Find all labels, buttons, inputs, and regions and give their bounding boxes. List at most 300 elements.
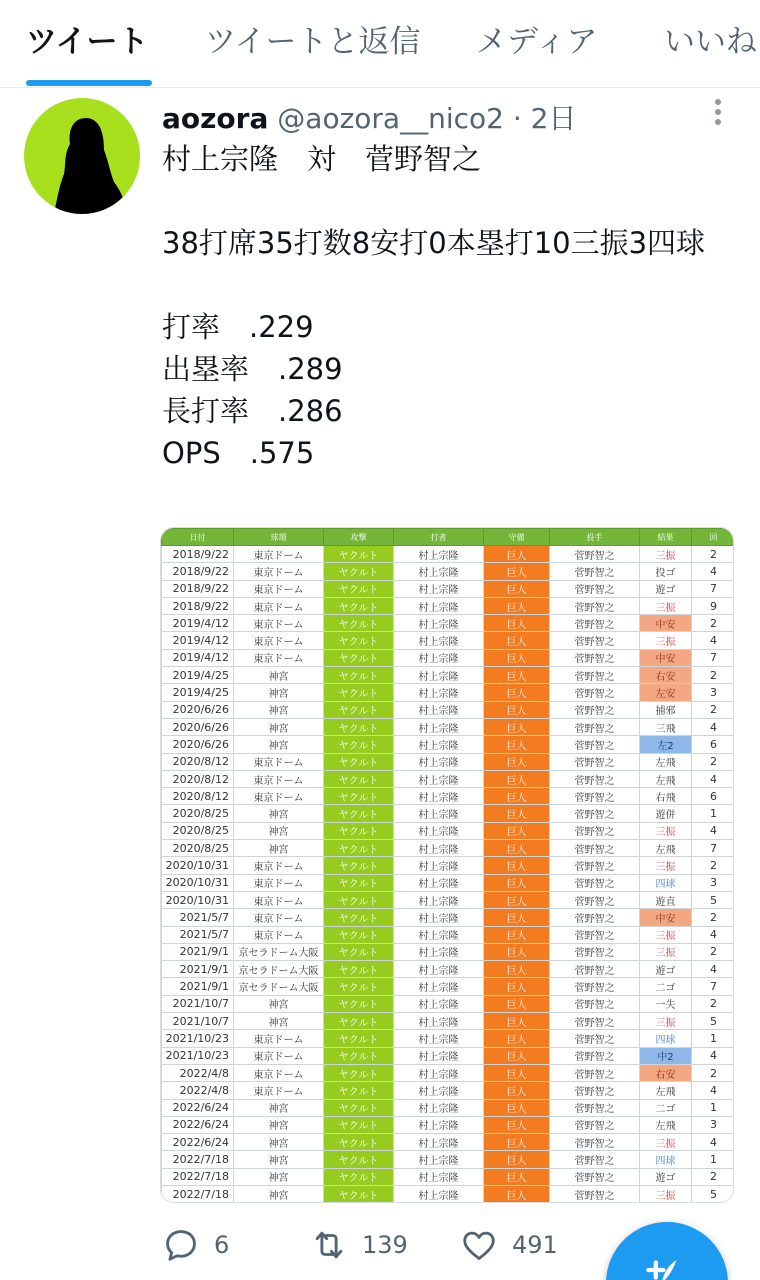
table-cell: 東京ドーム — [234, 788, 324, 805]
table-cell: 巨人 — [484, 546, 550, 563]
table-cell: 神宮 — [234, 822, 324, 839]
table-cell: 村上宗隆 — [394, 718, 484, 735]
table-cell: 2019/4/12 — [162, 649, 234, 666]
table-body — [162, 546, 735, 1203]
table-cell: 菅野智之 — [550, 597, 640, 614]
table-cell: 神宮 — [234, 995, 324, 1012]
table-cell: 村上宗隆 — [394, 788, 484, 805]
table-cell: 村上宗隆 — [394, 546, 484, 563]
table-cell: 遊直 — [640, 891, 692, 908]
tweet-media-image[interactable] — [160, 527, 734, 1203]
table-cell: 右飛 — [640, 788, 692, 805]
table-cell: ヤクルト — [324, 667, 394, 684]
table-cell: 巨人 — [484, 840, 550, 857]
table-cell: 巨人 — [484, 615, 550, 632]
table-cell: 神宮 — [234, 718, 324, 735]
table-cell: 菅野智之 — [550, 1151, 640, 1168]
table-cell: 巨人 — [484, 770, 550, 787]
table-cell: 村上宗隆 — [394, 1185, 484, 1202]
table-cell: 村上宗隆 — [394, 753, 484, 770]
table-cell: 三振 — [640, 1185, 692, 1202]
table-cell: 2022/7/18 — [162, 1151, 234, 1168]
table-cell: 二ゴ — [640, 978, 692, 995]
table-cell: 巨人 — [484, 909, 550, 926]
table-cell: ヤクルト — [324, 978, 394, 995]
table-cell: ヤクルト — [324, 857, 394, 874]
table-row — [162, 701, 735, 718]
table-cell: ヤクルト — [324, 649, 394, 666]
table-cell: 2018/9/22 — [162, 546, 234, 563]
silhouette-image — [24, 98, 140, 214]
reply-button[interactable] — [162, 1222, 229, 1268]
table-cell: 村上宗隆 — [394, 874, 484, 891]
table-cell: 四球 — [640, 874, 692, 891]
table-cell: 2 — [692, 546, 735, 563]
table-cell: 4 — [692, 770, 735, 787]
table-cell: 2 — [692, 909, 735, 926]
table-cell: 巨人 — [484, 580, 550, 597]
table-cell: 左飛 — [640, 753, 692, 770]
tab-likes[interactable]: いいね — [664, 24, 757, 60]
table-cell: 神宮 — [234, 736, 324, 753]
table-cell: 菅野智之 — [550, 961, 640, 978]
table-cell: 2020/8/25 — [162, 805, 234, 822]
table-cell: 菅野智之 — [550, 978, 640, 995]
table-cell: 東京ドーム — [234, 546, 324, 563]
table-cell: 巨人 — [484, 1185, 550, 1202]
tweet-text: 村上宗隆 対 菅野智之 38打席35打数8安打0本塁打10三振3四球 打率 .229 出塁率 .289 長打率 .286 OPS .575 — [162, 142, 706, 470]
table-cell: 巨人 — [484, 632, 550, 649]
table-cell: 左飛 — [640, 840, 692, 857]
table-cell: 菅野智之 — [550, 684, 640, 701]
table-cell: 遊ゴ — [640, 961, 692, 978]
user-handle[interactable]: @aozora__nico2 — [277, 102, 504, 135]
table-cell: 東京ドーム — [234, 770, 324, 787]
table-cell: 菅野智之 — [550, 840, 640, 857]
table-cell: 菅野智之 — [550, 857, 640, 874]
table-cell: 東京ドーム — [234, 1047, 324, 1064]
table-cell: 4 — [692, 718, 735, 735]
column-header: 守備 — [484, 529, 550, 546]
table-cell: 三飛 — [640, 718, 692, 735]
table-cell: 2020/8/25 — [162, 840, 234, 857]
table-cell: 巨人 — [484, 1116, 550, 1133]
table-cell: ヤクルト — [324, 546, 394, 563]
table-cell: 東京ドーム — [234, 632, 324, 649]
table-cell: 2022/6/24 — [162, 1116, 234, 1133]
table-cell: 2019/4/25 — [162, 667, 234, 684]
table-cell: 村上宗隆 — [394, 580, 484, 597]
table-cell: 3 — [692, 874, 735, 891]
column-header: 球場 — [234, 529, 324, 546]
table-cell: 2 — [692, 943, 735, 960]
separator-dot: · — [512, 102, 522, 135]
table-cell: 村上宗隆 — [394, 667, 484, 684]
table-cell: 菅野智之 — [550, 580, 640, 597]
table-cell: 巨人 — [484, 978, 550, 995]
table-cell: 巨人 — [484, 995, 550, 1012]
reply-count: 6 — [214, 1231, 230, 1259]
table-cell: 左2 — [640, 736, 692, 753]
table-row — [162, 1064, 735, 1081]
table-cell: 東京ドーム — [234, 891, 324, 908]
table-cell: 東京ドーム — [234, 874, 324, 891]
table-cell: ヤクルト — [324, 1013, 394, 1030]
table-cell: 右安 — [640, 667, 692, 684]
table-cell: 2021/10/23 — [162, 1030, 234, 1047]
table-cell: 村上宗隆 — [394, 978, 484, 995]
table-cell: 東京ドーム — [234, 580, 324, 597]
table-cell: 巨人 — [484, 805, 550, 822]
table-cell: 2 — [692, 1168, 735, 1185]
table-row — [162, 736, 735, 753]
table-cell: 村上宗隆 — [394, 649, 484, 666]
table-cell: ヤクルト — [324, 788, 394, 805]
table-cell: 2020/6/26 — [162, 701, 234, 718]
table-cell: 2 — [692, 995, 735, 1012]
table-cell: 2018/9/22 — [162, 597, 234, 614]
table-cell: 3 — [692, 1116, 735, 1133]
table-cell: 神宮 — [234, 1099, 324, 1116]
table-cell: 2019/4/12 — [162, 615, 234, 632]
table-cell: 村上宗隆 — [394, 857, 484, 874]
table-cell: 7 — [692, 840, 735, 857]
table-cell: 三振 — [640, 943, 692, 960]
table-cell: 村上宗隆 — [394, 684, 484, 701]
table-cell: 捕邪 — [640, 701, 692, 718]
table-cell: 村上宗隆 — [394, 1030, 484, 1047]
table-row — [162, 822, 735, 839]
table-row — [162, 840, 735, 857]
table-cell: 巨人 — [484, 649, 550, 666]
table-row — [162, 874, 735, 891]
table-cell: 三振 — [640, 632, 692, 649]
table-cell: 2021/5/7 — [162, 926, 234, 943]
table-cell: 村上宗隆 — [394, 840, 484, 857]
table-cell: 村上宗隆 — [394, 632, 484, 649]
table-cell: 菅野智之 — [550, 891, 640, 908]
table-cell: 2021/10/7 — [162, 1013, 234, 1030]
table-cell: ヤクルト — [324, 1064, 394, 1081]
table-cell: 菅野智之 — [550, 1185, 640, 1202]
table-cell: 4 — [692, 1047, 735, 1064]
table-cell: 神宮 — [234, 667, 324, 684]
table-cell: 巨人 — [484, 1168, 550, 1185]
table-cell: 左安 — [640, 684, 692, 701]
table-cell: 村上宗隆 — [394, 943, 484, 960]
column-header: 打者 — [394, 529, 484, 546]
table-cell: 菅野智之 — [550, 788, 640, 805]
table-cell: ヤクルト — [324, 822, 394, 839]
table-cell: 村上宗隆 — [394, 1151, 484, 1168]
tab-media[interactable]: メディア — [476, 24, 598, 60]
table-row — [162, 597, 735, 614]
table-cell: 菅野智之 — [550, 546, 640, 563]
table-cell: 村上宗隆 — [394, 770, 484, 787]
table-cell: 村上宗隆 — [394, 805, 484, 822]
table-cell: 2019/4/25 — [162, 684, 234, 701]
table-cell: 東京ドーム — [234, 1064, 324, 1081]
table-cell: 巨人 — [484, 1013, 550, 1030]
table-cell: 2022/6/24 — [162, 1099, 234, 1116]
table-row — [162, 580, 735, 597]
table-cell: ヤクルト — [324, 1168, 394, 1185]
table-cell: 7 — [692, 580, 735, 597]
table-cell: ヤクルト — [324, 840, 394, 857]
table-cell: 神宮 — [234, 1151, 324, 1168]
table-cell: 菅野智之 — [550, 632, 640, 649]
table-cell: 二ゴ — [640, 1099, 692, 1116]
table-cell: 巨人 — [484, 597, 550, 614]
table-row — [162, 684, 735, 701]
table-cell: 2020/10/31 — [162, 874, 234, 891]
table-row — [162, 995, 735, 1012]
table-cell: 5 — [692, 891, 735, 908]
column-header: 投手 — [550, 529, 640, 546]
table-row — [162, 632, 735, 649]
table-cell: 三振 — [640, 546, 692, 563]
table-row — [162, 943, 735, 960]
table-cell: 6 — [692, 736, 735, 753]
table-cell: 神宮 — [234, 1134, 324, 1151]
table-cell: 2022/6/24 — [162, 1134, 234, 1151]
table-cell: 2021/9/1 — [162, 961, 234, 978]
table-cell: 2 — [692, 1064, 735, 1081]
table-cell: 村上宗隆 — [394, 597, 484, 614]
table-cell: 菅野智之 — [550, 701, 640, 718]
table-row — [162, 1151, 735, 1168]
table-cell: 神宮 — [234, 1168, 324, 1185]
like-button[interactable] — [460, 1222, 558, 1268]
table-cell: ヤクルト — [324, 943, 394, 960]
table-cell: 左飛 — [640, 1082, 692, 1099]
table-cell: 三振 — [640, 1013, 692, 1030]
table-cell: 菅野智之 — [550, 753, 640, 770]
table-cell: 東京ドーム — [234, 909, 324, 926]
avatar[interactable] — [24, 98, 140, 214]
table-cell: 菅野智之 — [550, 1082, 640, 1099]
table-row — [162, 909, 735, 926]
table-cell: 5 — [692, 1013, 735, 1030]
table-cell: 2021/9/1 — [162, 943, 234, 960]
tab-tweets[interactable]: ツイート — [26, 24, 149, 60]
table-row — [162, 615, 735, 632]
table-cell: 2 — [692, 615, 735, 632]
table-cell: ヤクルト — [324, 961, 394, 978]
table-cell: 2018/9/22 — [162, 580, 234, 597]
table-cell: 巨人 — [484, 788, 550, 805]
table-row — [162, 1116, 735, 1133]
table-cell: 巨人 — [484, 1064, 550, 1081]
table-cell: 遊ゴ — [640, 580, 692, 597]
table-cell: 中安 — [640, 909, 692, 926]
table-row — [162, 649, 735, 666]
table-row — [162, 563, 735, 580]
table-cell: 5 — [692, 1185, 735, 1202]
table-cell: 中安 — [640, 615, 692, 632]
table-cell: ヤクルト — [324, 1134, 394, 1151]
table-cell: 京セラドーム大阪 — [234, 978, 324, 995]
table-cell: 一失 — [640, 995, 692, 1012]
retweet-button[interactable] — [310, 1222, 408, 1268]
table-row — [162, 667, 735, 684]
compose-icon — [640, 1250, 680, 1280]
table-row — [162, 770, 735, 787]
table-cell: 村上宗隆 — [394, 1134, 484, 1151]
table-cell: 東京ドーム — [234, 649, 324, 666]
table-cell: 左飛 — [640, 770, 692, 787]
table-cell: 菅野智之 — [550, 909, 640, 926]
table-cell: 東京ドーム — [234, 926, 324, 943]
table-cell: 京セラドーム大阪 — [234, 961, 324, 978]
table-cell: 1 — [692, 1099, 735, 1116]
table-row — [162, 891, 735, 908]
table-cell: 菅野智之 — [550, 1064, 640, 1081]
table-cell: 2020/8/12 — [162, 770, 234, 787]
table-cell: 巨人 — [484, 822, 550, 839]
table-cell: 神宮 — [234, 1013, 324, 1030]
table-cell: 京セラドーム大阪 — [234, 943, 324, 960]
table-cell: 4 — [692, 1082, 735, 1099]
table-cell: 村上宗隆 — [394, 1099, 484, 1116]
table-cell: 6 — [692, 788, 735, 805]
table-cell: 菅野智之 — [550, 874, 640, 891]
table-cell: 菅野智之 — [550, 1013, 640, 1030]
table-cell: 菅野智之 — [550, 736, 640, 753]
table-cell: 2020/10/31 — [162, 857, 234, 874]
table-cell: 巨人 — [484, 961, 550, 978]
table-cell: 東京ドーム — [234, 597, 324, 614]
table-cell: 巨人 — [484, 874, 550, 891]
table-cell: 2018/9/22 — [162, 563, 234, 580]
table-cell: ヤクルト — [324, 1030, 394, 1047]
table-cell: 四球 — [640, 1030, 692, 1047]
table-cell: 東京ドーム — [234, 563, 324, 580]
display-name[interactable]: aozora — [162, 102, 269, 135]
table-header-row — [162, 529, 735, 546]
table-cell: 2 — [692, 701, 735, 718]
table-cell: 村上宗隆 — [394, 926, 484, 943]
table-cell: 東京ドーム — [234, 1082, 324, 1099]
table-cell: 菅野智之 — [550, 649, 640, 666]
table-cell: 巨人 — [484, 736, 550, 753]
table-cell: 巨人 — [484, 926, 550, 943]
table-row — [162, 978, 735, 995]
table-cell: 菅野智之 — [550, 805, 640, 822]
tab-tweets-and-replies[interactable]: ツイートと返信 — [205, 24, 421, 60]
table-cell: 7 — [692, 978, 735, 995]
tweet-timestamp[interactable]: 2日 — [530, 102, 577, 135]
table-cell: 巨人 — [484, 1082, 550, 1099]
table-cell: 9 — [692, 597, 735, 614]
more-vertical-icon[interactable] — [708, 96, 728, 130]
table-row — [162, 857, 735, 874]
table-cell: 菅野智之 — [550, 943, 640, 960]
table-cell: 東京ドーム — [234, 615, 324, 632]
table-cell: 2020/8/12 — [162, 753, 234, 770]
table-cell: 2 — [692, 667, 735, 684]
table-cell: 2022/4/8 — [162, 1082, 234, 1099]
table-cell: 1 — [692, 1151, 735, 1168]
table-cell: ヤクルト — [324, 684, 394, 701]
table-cell: 神宮 — [234, 684, 324, 701]
table-cell: 遊併 — [640, 805, 692, 822]
table-row — [162, 546, 735, 563]
table-cell: ヤクルト — [324, 909, 394, 926]
table-row — [162, 753, 735, 770]
table-row — [162, 1013, 735, 1030]
table-cell: 村上宗隆 — [394, 961, 484, 978]
column-header: 結果 — [640, 529, 692, 546]
table-cell: 2022/7/18 — [162, 1185, 234, 1202]
table-row — [162, 1047, 735, 1064]
table-cell: 菅野智之 — [550, 822, 640, 839]
table-cell: 左飛 — [640, 1116, 692, 1133]
table-cell: 神宮 — [234, 701, 324, 718]
table-cell: 三振 — [640, 1134, 692, 1151]
table-cell: 巨人 — [484, 1099, 550, 1116]
table-cell: 2020/8/25 — [162, 822, 234, 839]
table-cell: 4 — [692, 926, 735, 943]
table-cell: ヤクルト — [324, 1151, 394, 1168]
table-cell: 2020/6/26 — [162, 718, 234, 735]
profile-tabs — [0, 0, 760, 88]
table-cell: ヤクルト — [324, 770, 394, 787]
retweet-count: 139 — [362, 1231, 408, 1259]
retweet-icon — [310, 1226, 348, 1264]
table-row — [162, 1082, 735, 1099]
table-cell: 菅野智之 — [550, 718, 640, 735]
table-cell: 菅野智之 — [550, 615, 640, 632]
table-cell: ヤクルト — [324, 1185, 394, 1202]
table-cell: 巨人 — [484, 1030, 550, 1047]
table-cell: ヤクルト — [324, 632, 394, 649]
table-cell: ヤクルト — [324, 1116, 394, 1133]
table-cell: ヤクルト — [324, 1099, 394, 1116]
table-cell: 3 — [692, 684, 735, 701]
table-cell: 中安 — [640, 649, 692, 666]
table-cell: 菅野智之 — [550, 995, 640, 1012]
heart-icon — [460, 1226, 498, 1264]
table-cell: 菅野智之 — [550, 770, 640, 787]
table-cell: 村上宗隆 — [394, 1013, 484, 1030]
table-cell: 4 — [692, 632, 735, 649]
table-cell: ヤクルト — [324, 580, 394, 597]
table-row — [162, 1099, 735, 1116]
table-cell: 2 — [692, 857, 735, 874]
table-cell: 菅野智之 — [550, 1116, 640, 1133]
table-cell: ヤクルト — [324, 891, 394, 908]
table-cell: 巨人 — [484, 684, 550, 701]
table-cell: 1 — [692, 1030, 735, 1047]
table-cell: 巨人 — [484, 943, 550, 960]
table-row — [162, 1168, 735, 1185]
table-cell: 村上宗隆 — [394, 822, 484, 839]
table-cell: 菅野智之 — [550, 926, 640, 943]
table-cell: 巨人 — [484, 1134, 550, 1151]
table-cell: 三振 — [640, 857, 692, 874]
table-cell: ヤクルト — [324, 753, 394, 770]
table-cell: ヤクルト — [324, 874, 394, 891]
table-cell: 菅野智之 — [550, 1030, 640, 1047]
table-cell: 村上宗隆 — [394, 736, 484, 753]
table-cell: 菅野智之 — [550, 667, 640, 684]
table-cell: 2022/7/18 — [162, 1168, 234, 1185]
table-cell: 巨人 — [484, 857, 550, 874]
table-cell: 村上宗隆 — [394, 1116, 484, 1133]
table-cell: 村上宗隆 — [394, 1064, 484, 1081]
table-cell: 4 — [692, 563, 735, 580]
